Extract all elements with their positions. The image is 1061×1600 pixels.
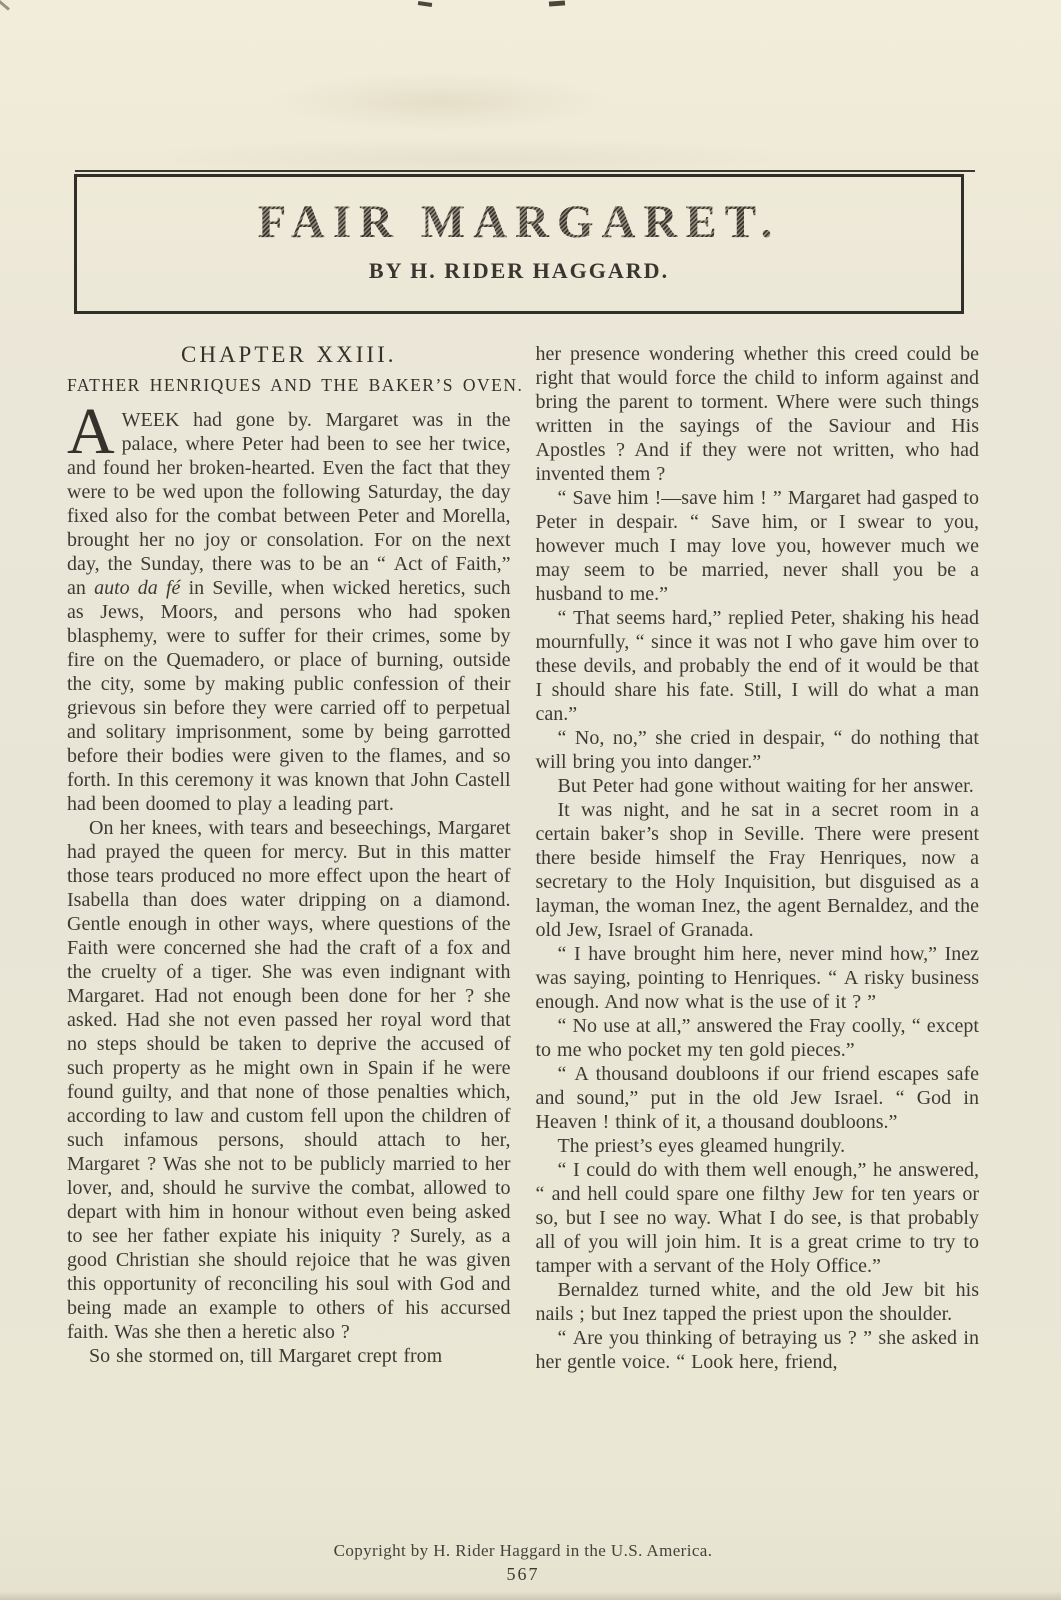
paragraph: Bernaldez turned white, and the old Jew bit his nails ; but Inez tapped the priest upon the shoulder. xyxy=(535,1279,979,1325)
show-through-ghost xyxy=(270,72,610,132)
chapter-subheading: FATHER HENRIQUES AND THE BAKER’S OVEN. xyxy=(67,375,524,395)
story-byline: BY H. RIDER HAGGARD. xyxy=(368,258,670,283)
page-number: 567 xyxy=(506,1564,540,1584)
paragraph xyxy=(67,395,511,816)
paragraph: “ I have brought him here, never mind how,” Inez was saying, pointing to Henriques. “ A risky business enough. And now what is the use of it ? ” xyxy=(535,943,979,1013)
paragraph: “ That seems hard,” replied Peter, shaking his head mournfully, “ since it was not I who gave him over to these devils, and probably the end of it would be that I should share his fate. Still, I will do what a man can.” xyxy=(535,607,979,725)
paragraph: her presence wondering whether this creed could be right that would force the child to inform against and bring the parent to torment. Where were such things written in the sayings of the Saviour and His Apostles ? And if they were not written, who had invented them ? xyxy=(535,343,979,485)
paragraph: “ No, no,” she cried in despair, “ do nothing that will bring you into danger.” xyxy=(535,727,979,773)
paragraph: “ I could do with them well enough,” he answered, “ and hell could spare one filthy Jew for ten years or so, but I see no way. What I do see, is that probably all of you will join him. It is a great crime to try to tamper with a servant of the Holy Office.” xyxy=(535,1159,979,1277)
story-title-box xyxy=(74,174,964,314)
scan-artifact xyxy=(418,1,432,7)
paragraph: So she stormed on, till Margaret crept from xyxy=(89,1345,443,1367)
paragraph: “ Are you thinking of betraying us ? ” she asked in her gentle voice. “ Look here, friend, xyxy=(535,1327,979,1373)
paragraph: It was night, and he sat in a secret room in a certain baker’s shop in Seville. There were present there beside himself the Fray Henriques, now a secretary to the Holy Inquisition, but disguised as a layman, the woman Inez, the agent Bernaldez, and the old Jew, Israel of Granada. xyxy=(535,799,979,941)
paragraph: But Peter had gone without waiting for her answer. xyxy=(557,775,974,797)
copyright-line: Copyright by H. Rider Haggard in the U.S. America. xyxy=(333,1541,713,1560)
right-column xyxy=(536,342,980,1374)
paragraph: “ No use at all,” answered the Fray coolly, “ except to me who pocket my ten gold pieces.” xyxy=(535,1015,979,1061)
left-column xyxy=(67,342,524,1374)
paragraph: “ A thousand doubloons if our friend escapes safe and sound,” put in the old Jew Israel. “ God in Heaven ! think of it, a thousand doubloons.” xyxy=(535,1063,979,1133)
paragraph: The priest’s eyes gleamed hungrily. xyxy=(557,1135,846,1157)
paragraph: On her knees, with tears and beseechings, Margaret had prayed the queen for mercy. But in this matter those tears produced no more effect upon the heart of Isabella than does water dripping on a diamond. Gentle enough in other ways, where questions of the Faith were concerned she had the craft of a fox and the cruelty of a tiger. She was even indignant with Margaret. Had not enough been done for her ? she asked. Had she not even passed her royal word that no steps should be taken to deprive the accused of such property as he might own in Spain if he were found guilty, and that none of those penalties which, according to law and custom fell upon the children of such infamous persons, should attach to her, Margaret ? Was she not to be publicly married to her lover, and, should he survive the combat, allowed to depart with him in honour without even being asked to see her father expiate his iniquity ? Surely, as a good Christian she should rejoice that he was given this opportunity of reconciling his soul with God and being made an example to others of his accursed faith. Was she then a heretic also ? xyxy=(67,817,511,1343)
scan-artifact xyxy=(0,0,10,11)
paragraph: “ Save him !—save him ! ” Margaret had gasped to Peter in despair. “ Save him, or I swear to you, however much I may love you, however much we may seem to be married, never shall you be a husband to me.” xyxy=(535,487,979,605)
chapter-heading: CHAPTER XXIII. xyxy=(181,342,397,367)
paragraph-text: WEEK had gone by. Margaret was in the palace, where Peter had been to see her twice, and found her broken-hearted. Even the fact that they were to be wed upon the following Saturday, the day fixed also for the combat between Peter and Morella, brought her no joy or consolation. For on the next day, the Sunday, there was to be an “ Act of Faith,” an auto da fé in Seville, when wicked heretics, such as Jews, Moors, and persons who had spoken blasphemy, were to suffer for their crimes, some by fire on the Quemadero, or place of burning, outside the city, some by making public confession of their grievous sin before they were carried off to perpetual and solitary imprisonment, some by being garrotted before their bodies were given to the flames, and so forth. In this ceremony it was known that John Castell had been doomed to play a leading part. xyxy=(67,409,511,815)
article-body xyxy=(67,342,979,1374)
story-title: FAIR MARGARET. xyxy=(77,195,961,249)
drop-cap: A xyxy=(67,395,115,468)
scan-artifact xyxy=(549,0,565,6)
scan-edge xyxy=(0,1591,1061,1600)
